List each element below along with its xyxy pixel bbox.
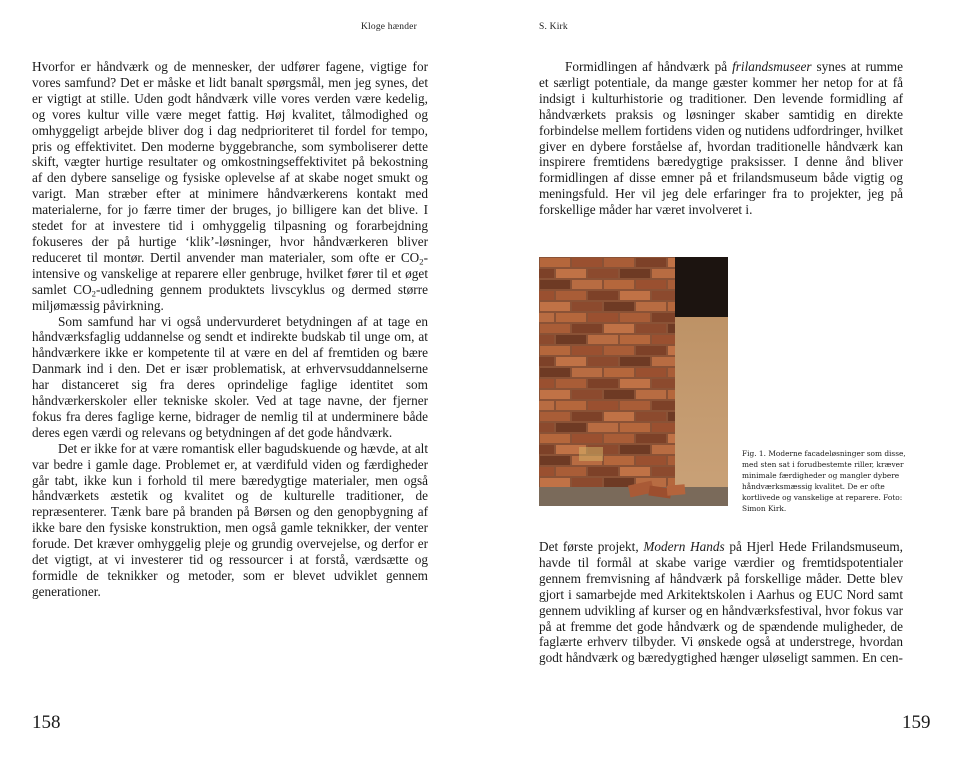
paragraph: Det er ikke for at være romantisk eller bagudskuende og hævde, at alt var bedre i gamle dage. Problemet er, at værdifuld viden og færdigheder går tabt, ikke kun i forhold til mere bæredygtige materialer, men også håndværkets æstetik og kvalitet og de kulturelle traditioner, de repræsenterer. Tænk bare på branden på Børsen og den genopbygning af ikke bare den fysiske konstruktion, men også gamle teknikker, der venter forude. Det kræver omhyggelig pleje og grundig overvejelse, og derfor er det vigtigt, at vi investerer tid og ressourcer i at forstå, værdsætte og formidle de teknikker og metoder, som er blevet udviklet gennem generationer. (32, 440, 428, 599)
paragraph: Som samfund har vi også undervurderet betydningen af at tage en håndværksfaglig uddannelse og sendt et indirekte budskab til unge om, at håndværkere ikke er kompetente til at være en del af fremtiden og bære Danmark ind i den. Det er især problematisk, at erhvervsuddannelserne har distanceret sig fra deres oprindelige faglige identitet som håndværkerskoler eller tekniske skoler. Ved at tage navne, der fjerner fokus fra deres faglige kerne, bidrager de nemlig til at underminere både deres egen værdi og relevans og betydningen af det gode håndværk. (32, 313, 428, 440)
running-head: S. Kirk (539, 22, 568, 32)
right-page (480, 0, 960, 762)
body-text-top (539, 59, 903, 218)
brick-wall-image (539, 257, 728, 506)
page-number: 159 (902, 712, 931, 733)
paragraph: Det første projekt, Modern Hands på Hjerl Hede Frilandsmuseum, havde til formål at skabe varige værdier og fremtidspotentialer gennem fremvisning af håndværk på forskellige måder. Dette blev gjort i samarbejde med Arkitektskolen i Aarhus og EUC Nord samt gennem udvikling af kurser og en håndværksfestival, hvor fokus var på at fremme det gode håndværk og de spændende muligheder, de faglærte erhverv tilbyder. Vi ønskede også at understrege, hvordan godt håndværk og bæredygtighed hænger uløseligt sammen. En cen- (539, 539, 903, 666)
page-number: 158 (32, 712, 61, 733)
figure-caption: Fig. 1. Moderne facadeløsninger som disse, med sten sat i forudbestemte riller, kræver minimale færdigheder og mangler dybere håndværksmæssig kvalitet. De er ofte kortlivede og vanskelige at reparere. Foto: Simon Kirk. (742, 449, 906, 513)
paragraph: Hvorfor er håndværk og de mennesker, der udfører fagene, vigtige for vores samfund? Det er måske et lidt banalt spørgsmål, men jeg synes, det er vigtigt at stille. Uden godt håndværk ville vores verden være kedelig, og vores kultur ville være meget fattig. Høj kvalitet, tålmodighed og omhyggeligt arbejde bliver dog i dag nedprioriteret til fordel for tempo, pris og effektivitet. Den moderne byggebranche, som symboliserer dette skift, vægter hurtige resultater og omkostningseffektivitet på bekostning af den dybere sanselige og fysiske oplevelse af at skabe noget smukt og varigt. Man stræber efter at minimere håndværkerens kontakt med materialerne, for jo færre timer der bruges, jo billigere kan det blive. I stedet for at investere tid i omhyggelig tilpasning og forarbejdning fokuseres der på hurtige ‘klik’-løsninger, hvor håndværkeren bliver reduceret til montør. Dertil anvender man materialer, som ofte er $CO_2$-intensive og vanskelige at reparere eller genbruge, hvilket fører til et øget samlet $CO_2$-udledning gennem produktets livscyklus og dermed større miljømæssig påvirkning. (32, 59, 428, 313)
emphasis: frilandsmuseer (732, 59, 812, 74)
body-text-bottom (539, 539, 903, 666)
brick-facade-photo (539, 257, 728, 506)
body-text (32, 59, 428, 600)
running-head: Kloge hænder (361, 22, 417, 32)
paragraph: Formidlingen af håndværk på frilandsmuseer synes at rumme et særligt potentiale, da mange gæster kommer her netop for at få indsigt i kulturhistorie og traditioner. Den levende formidling af håndværkets praksis og løsninger skaber samtidig en direkte forbindelse mellem fortidens viden og nutidens udfordringer, hvilket giver en dybere forståelse af, hvordan traditionelle håndværk kan inspirere fremtidens bæredygtige praksisser. I denne ånd bliver formidlingen af disse emner på et frilandsmuseum både vigtig og meningsfuld. Her vil jeg dele erfaringer fra to projekter, jeg på forskellige måder har været involveret i. (539, 59, 903, 218)
emphasis: Modern Hands (643, 539, 725, 554)
